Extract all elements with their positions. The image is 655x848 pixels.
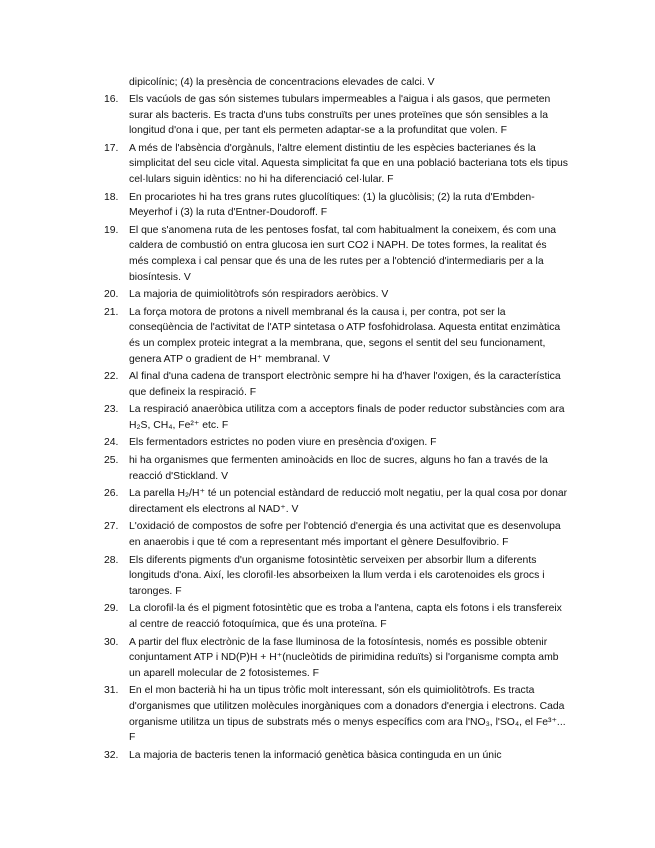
- item-text: La clorofil·la és el pigment fotosintètic que es troba a l'antena, capta els fotons i els transfereix al centre de reacció fotoquímica, que és una proteïna. F: [129, 603, 562, 630]
- item-number: 21.: [104, 306, 119, 318]
- item-text: El que s'anomena ruta de les pentoses fosfat, tal com habitualment la coneixem, és com una caldera de combustió on entra glucosa ien surt CO2 i NAPH. De totes formes, la realitat és més complexa i cal pensar que és una de les rutes per a l'obtenció d'intermediaris per a la biosíntesis. V: [129, 224, 557, 283]
- item-number: 23.: [104, 404, 119, 416]
- item-text: Els diferents pigments d'un organisme fotosintètic serveixen per absorbir llum a diferents longituds d'ona. Així, les clorofil·les absorbeixen la llum verda i els carotenoides els grocs i taronges. F: [129, 554, 545, 597]
- item-number: 26.: [104, 488, 119, 500]
- item-number: 29.: [104, 603, 119, 615]
- item-number: 20.: [104, 289, 119, 301]
- list-item: [104, 223, 574, 285]
- item-text: hi ha organismes que fermenten aminoàcids en lloc de sucres, alguns ho fan a través de la reacció d'Stickland. V: [129, 455, 548, 482]
- item-number: 22.: [104, 371, 119, 383]
- list-item: [104, 553, 574, 600]
- item-number: 19.: [104, 224, 119, 236]
- item-text: A més de l'absència d'orgànuls, l'altre element distintiu de les espècies bacterianes és la simplicitat del seu cicle vital. Aquesta simplicitat fa que en una població bacteriana tots els tipus cel·lulars siguin idèntics: no hi ha diferenciació cel·lular. F: [129, 142, 568, 185]
- item-text: La força motora de protons a nivell membranal és la causa i, per contra, pot ser la conseqüència de l'activitat de l'ATP sintetasa o ATP fosfohidrolasa. Aquesta entitat enzimàtica és un complex proteic integrat a la membrana, que, segons el sentit del seu funcionament, genera ATP o gradient de H⁺ membranal. V: [129, 306, 561, 365]
- item-number: 17.: [104, 142, 119, 154]
- list-item: [104, 748, 574, 764]
- question-list: [104, 92, 574, 765]
- item-number: 30.: [104, 636, 119, 648]
- list-item: [104, 601, 574, 632]
- item-text: En el mon bacterià hi ha un tipus tròfic molt interessant, són els quimiolitòtrofs. Es tracta d'organismes que utilitzen molècules inorgàniques com a donadors d'energia i electrons. Cada organisme utilitza un tipus de substrats més o menys específics com ara l'NO₃, l'SO₄, el Fe³⁺... F: [129, 685, 566, 744]
- item-text: En procariotes hi ha tres grans rutes glucolítiques: (1) la glucòlisis; (2) la ruta d'Embden-Meyerhof i (3) la ruta d'Entner-Doudoroff. F: [129, 191, 535, 219]
- list-item: [104, 287, 574, 303]
- item-text: L'oxidació de compostos de sofre per l'obtenció d'energia és una activitat que es desenvolupa en anaerobis i que té com a representant més important el gènere Desulfovibrio. F: [129, 521, 561, 549]
- list-item: [104, 435, 574, 451]
- item-text: La majoria de bacteris tenen la informació genètica bàsica continguda en un únic: [129, 749, 502, 761]
- item-number: 16.: [104, 94, 119, 105]
- list-item: [104, 190, 574, 221]
- item-text: La respiració anaeròbica utilitza com a acceptors finals de poder reductor substàncies com ara H₂S, CH₄, Fe²⁺ etc. F: [129, 404, 565, 431]
- list-item: [104, 486, 574, 517]
- list-item: [104, 305, 574, 367]
- item-text: La parella H₂/H⁺ té un potencial estàndard de reducció molt negatiu, per la qual cosa por donar directament els electrons al NAD⁺. V: [129, 488, 568, 515]
- list-item: [104, 519, 574, 550]
- item-text: La majoria de quimiolitòtrofs són respiradors aeròbics. V: [129, 289, 389, 301]
- item-text: Al final d'una cadena de transport electrònic sempre hi ha d'haver l'oxigen, és la característica que defineix la respiració. F: [129, 371, 561, 398]
- item-number: 18.: [104, 191, 119, 203]
- list-item: [104, 683, 574, 745]
- item-number: 24.: [104, 437, 119, 449]
- list-item: [104, 369, 574, 400]
- item-number: 28.: [104, 554, 119, 566]
- list-item: [104, 92, 574, 139]
- list-item: [104, 402, 574, 433]
- item-number: 27.: [104, 521, 119, 533]
- item-text: Els vacúols de gas són sistemes tubulars impermeables a l'aigua i als gasos, que permeten surar als bacteris. Es tracta d'uns tubs construïts per unes proteïnes que són sensibles a la longitud d'ona i que, per tant els permeten adaptar-se a la profunditat que volen. F: [129, 94, 551, 137]
- item-text: A partir del flux electrònic de la fase lluminosa de la fotosíntesis, només es possible obtenir conjuntament ATP i ND(P)H + H⁺(nucleòtids de pirimidina reduïts) si l'organisme compta amb un aparell molecular de 2 fotosistemes. F: [129, 636, 559, 679]
- list-item: [104, 141, 574, 188]
- item-text: Els fermentadors estrictes no poden viure en presència d'oxigen. F: [129, 437, 437, 449]
- list-item: [104, 453, 574, 484]
- item-number: 25.: [104, 455, 119, 467]
- item-number: 32.: [104, 749, 119, 761]
- continuation-line: dipicolínic; (4) la presència de concentracions elevades de calci. V: [129, 77, 435, 88]
- list-item: [104, 635, 574, 682]
- item-number: 31.: [104, 685, 119, 697]
